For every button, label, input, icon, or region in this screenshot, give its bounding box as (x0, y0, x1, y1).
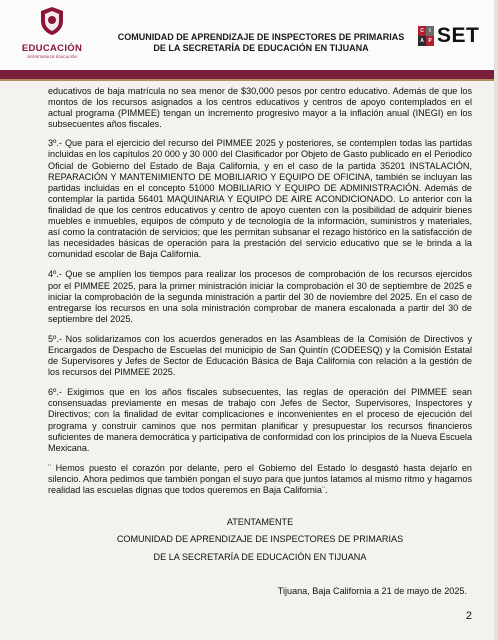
page-number: 2 (465, 610, 472, 622)
paragraph-point-6: 6º.- Exigimos que en los años fiscales subsecuentes, las reglas de operación del PIMMEE sean consensuadas previamente en mesas de trabajo con Jefes de Sector, Supervisores, Inspectores y Directivos; con la finalidad de evitar complicaciones e inconvenientes en el proceso de ejecución del programa y construir caminos que nos permitan planificar y presupuestar los recursos financieros suficientes de manera democrática y participativa de conformidad con los principios de la Nueva Escuela Mexicana. (48, 387, 472, 453)
set-logo-text: SET (437, 24, 480, 47)
document-date: Tijuana, Baja California a 21 de mayo de 2025. (277, 586, 467, 596)
set-logo-letter: P (426, 36, 434, 46)
page-edge-shadow (494, 0, 498, 640)
paragraph-point-4: 4º.- Que se amplíen los tiempos para realizar los procesos de comprobación de los recursos ejercidos por el PIMMEE 2025, para la primer ministración iniciar la comprobación el 30 de septiembre de 2025 e iniciar la comprobación de la segunda ministración a partir del 30 de noviembre del 2025. En el caso de entregarse los recursos en una sola ministración comprobar de manera escalonada a partir del 30 de septiembre del 2025. (48, 269, 472, 324)
paragraph-point-5: 5º.- Nos solidarizamos con los acuerdos generados en las Asambleas de la Comisión de Directivos y Encargados de Despacho de Escuelas del municipio de San Quintín (CODEESQ) y la Comisión Estatal de Supervisores y Jefes de Sector de Educación Básica de Baja California con relación a la gestión de los recursos del PIMMEE 2025. (48, 333, 472, 378)
education-logo (12, 6, 92, 64)
header-divider-bar (0, 70, 498, 79)
signature-line2: DE LA SECRETARÍA DE EDUCACIÓN EN TIJUANA (153, 552, 367, 562)
paragraph-point-3: 3º.- Que para el ejercicio del recurso del PIMMEE 2025 y posteriores, se contemplen todas las partidas incluidas en los capítulos 20 000 y 30 000 del Clasificador por Objeto de Gasto publicado en el Periodico Oficial de Gobierno del Estado de Baja California, y en el caso de la partida 35201 INSTALACIÓN, REPARACIÓN Y MANTENIMIENTO DE MOBILIARIO Y EQUIPO DE OFICINA, también se incluyan las partidas incluidas en el concepto 51000 MOBILIARIO Y EQUIPO DE ADMINISTRACIÓN. Además de contemplar la partida 56401 MAQUINARIA Y EQUIPO DE AIRE ACONDICIONADO. Lo anterior con la finalidad de que los centros educativos y centro de apoyo cuenten con la posibilidad de adquirir bienes muebles e inmuebles, equipos de cómputo y de tecnología de la información, suministros y materiales, así como la contratación de servicios; que les permitan subsanar el rezago histórico en la satisfacción de las necesidades básicas de operación para la prestación del servicio educativo que se le brinda a la comunidad escolar de Baja California. (48, 138, 472, 260)
signature-line1: COMUNIDAD DE APRENDIZAJE DE INSPECTORES DE PRIMARIAS (116, 534, 404, 544)
header-divider-accent (0, 79, 498, 81)
closing-quote: ¨ Hemos puesto el corazón por delante, pero el Gobierno del Estado lo desgastó hasta dejarlo en silencio. Ahora pedimos que también pongan el suyo para que juntos latamos al mismo ritmo y hagamos realidad las escuelas dignas que todos queremos en Baja California¨. (48, 462, 472, 495)
set-logo-letter: C (418, 26, 426, 36)
paragraph-continuation: educativos de baja matrícula no sea menor de $30,000 pesos por centro educativo. Además de que los montos de los recursos asignados a los centros educativos y centros de apoyo contemplados en el actual programa (PIMMEE) tengan un incremento progresivo mayor a la inflación anual (INEGI) en los subsecuentes años fiscales. (48, 86, 472, 130)
document-body (48, 86, 472, 505)
header-title (108, 32, 414, 54)
set-logo (418, 24, 490, 50)
signature-atentamente: ATENTAMENTE (226, 517, 294, 527)
set-logo-grid (418, 26, 434, 46)
logo-subtext: SECRETARÍA DE EDUCACIÓN (27, 55, 77, 59)
header-title-line2: DE LA SECRETARÍA DE EDUCACIÓN EN TIJUANA (153, 43, 369, 53)
set-logo-letter: I (426, 26, 434, 36)
coat-of-arms-icon (39, 6, 65, 36)
logo-text: EDUCACIÓN (21, 43, 83, 54)
header-title-line1: COMUNIDAD DE APRENDIZAJE DE INSPECTORES DE PRIMARIAS (117, 32, 405, 42)
set-logo-letter: A (418, 36, 426, 46)
document-header (0, 0, 498, 70)
